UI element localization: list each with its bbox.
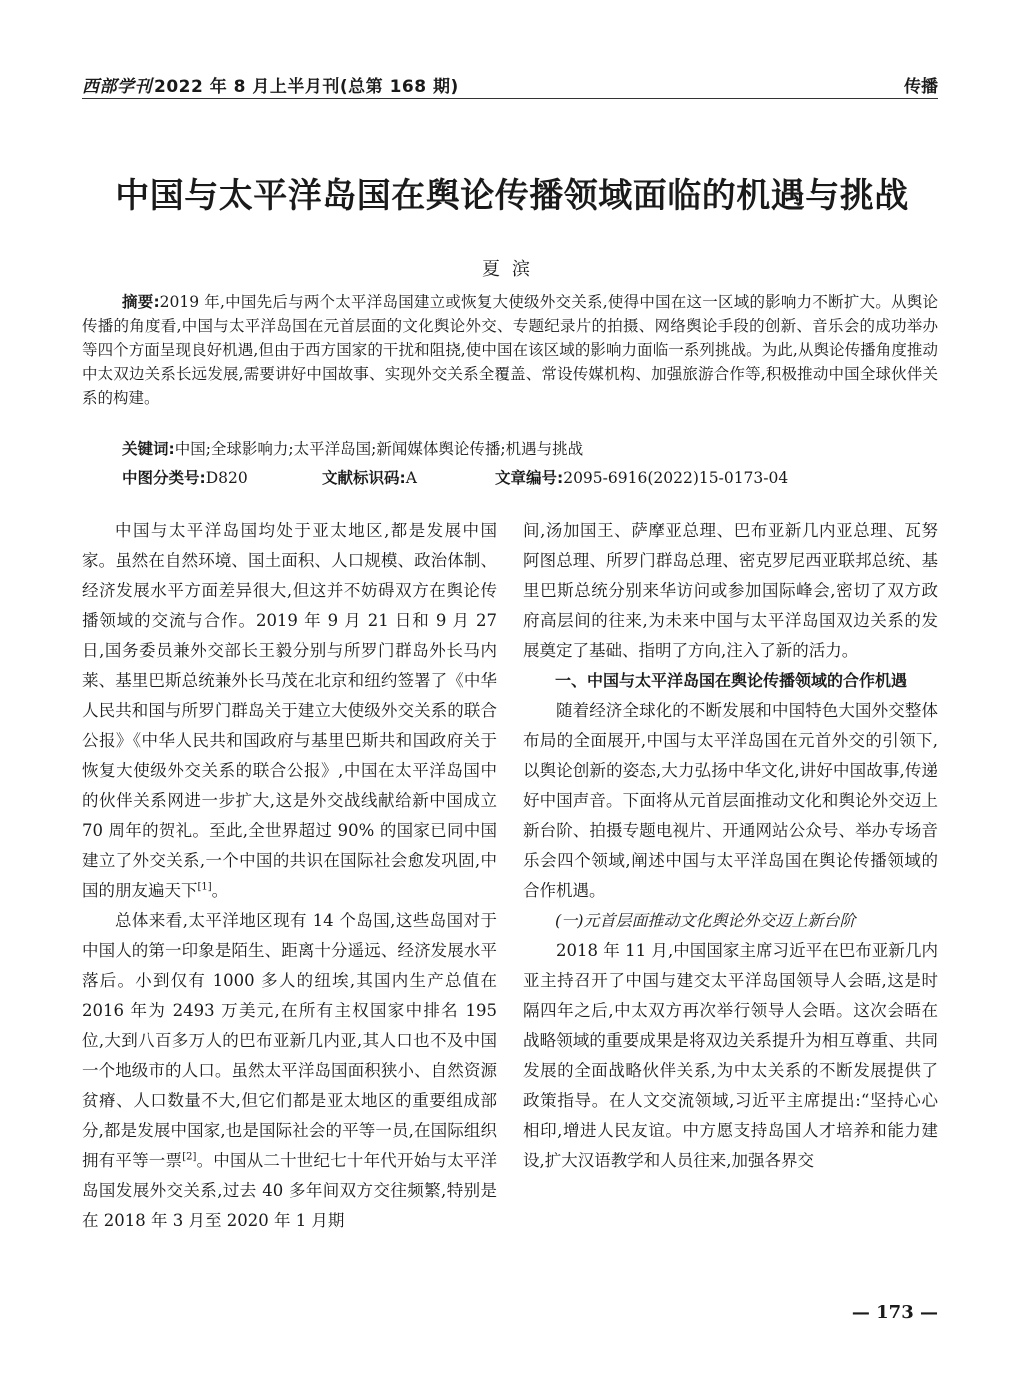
page-number: — 173 —: [851, 1302, 938, 1323]
paragraph: 间,汤加国王、萨摩亚总理、巴布亚新几内亚总理、瓦努阿图总理、所罗门群岛总理、密克罗尼西亚联邦总统、基里巴斯总统分别来华访问或参加国际峰会,密切了双方政府高层间的往来,为未来中国与太平洋岛国双边关系的发展奠定了基础、指明了方向,注入了新的活力。: [523, 521, 938, 660]
clc-label: 中图分类号:: [122, 469, 206, 487]
body-column-right: [523, 516, 938, 1176]
subsection-heading: (一)元首层面推动文化舆论外交迈上新台阶: [555, 911, 856, 930]
paragraph-text: 总体来看,太平洋地区现有 14 个岛国,这些岛国对于中国人的第一印象是陌生、距离十分遥远、经济发展水平落后。小到仅有 1000 多人的纽埃,其国内生产总值在 2016 年为 2493 万美元,在所有主权国家中排名 195 位,大到八百多万人的巴布亚新几内亚,其人口也不及中国一个地级市的人口。虽然太平洋岛国面积狭小、自然资源贫瘠、人口数量不大,但它们都是亚太地区的重要组成部分,都是发展中国家,也是国际社会的平等一员,在国际组织拥有平等一票: [82, 911, 497, 1170]
article-meta: [122, 466, 938, 490]
paragraph: [82, 906, 497, 1236]
abstract-label: 摘要:: [122, 293, 160, 311]
author-name: 夏滨: [482, 259, 542, 280]
keywords-text: 中国;全球影响力;太平洋岛国;新闻媒体舆论传播;机遇与挑战: [174, 440, 584, 458]
keywords: [122, 437, 938, 461]
article-title: 中国与太平洋岛国在舆论传播领域面临的机遇与挑战: [115, 176, 909, 216]
clc-value: D820: [205, 469, 248, 487]
paragraph: 2018 年 11 月,中国国家主席习近平在巴布亚新几内亚主持召开了中国与建交太平洋岛国领导人会晤,这是时隔四年之后,中太双方再次举行领导人会晤。这次会晤在战略领域的重要成果是将双边关系提升为相互尊重、共同发展的全面战略伙伴关系,为中太关系的不断发展提供了政策指导。在人文交流领域,习近平主席提出:“坚持心心相印,增进人民友谊。中方愿支持岛国人才培养和能力建设,扩大汉语教学和人员往来,加强各界交: [523, 941, 938, 1170]
section-name: 传播: [904, 77, 938, 97]
article-number: [495, 466, 788, 490]
section-heading: 一、中国与太平洋岛国在舆论传播领域的合作机遇: [555, 671, 908, 690]
journal-issue-text: 2022 年 8 月上半月刊(总第 168 期): [154, 77, 459, 97]
keywords-label: 关键词:: [122, 440, 175, 458]
article-label: 文章编号:: [495, 469, 564, 487]
abstract: [82, 290, 938, 410]
running-header: [82, 70, 938, 100]
paragraph-text: 中国与太平洋岛国均处于亚太地区,都是发展中国家。虽然在自然环境、国土面积、人口规模、政治体制、经济发展水平方面差异很大,但这并不妨碍双方在舆论传播领域的交流与合作。2019 年 9 月 21 日和 9 月 27 日,国务委员兼外交部长王毅分别与所罗门群岛外长马内莱、基里巴斯总统兼外长马茂在北京和纽约签署了《中华人民共和国与所罗门群岛关于建立大使级外交关系的联合公报》《中华人民共和国政府与基里巴斯共和国政府关于恢复大使级外交关系的联合公报》,中国在太平洋岛国中的伙伴关系网进一步扩大,这是外交战线献给新中国成立 70 周年的贺礼。至此,全世界超过 90% 的国家已同中国建立了外交关系,一个中国的共识在国际社会愈发巩固,中国的朋友遍天下: [82, 521, 497, 900]
paragraph: [82, 516, 497, 906]
journal-logo: 西部学刊: [82, 77, 152, 97]
abstract-text: 2019 年,中国先后与两个太平洋岛国建立或恢复大使级外交关系,使得中国在这一区域的影响力不断扩大。从舆论传播的角度看,中国与太平洋岛国在元首层面的文化舆论外交、专题纪录片的拍摄、网络舆论手段的创新、音乐会的成功举办等四个方面呈现良好机遇,但由于西方国家的干扰和阻挠,使中国在该区域的影响力面临一系列挑战。为此,从舆论传播角度推动中太双边关系长远发展,需要讲好中国故事、实现外交关系全覆盖、常设传媒机构、加强旅游合作等,积极推动中国全球伙伴关系的构建。: [82, 293, 939, 407]
doc-label: 文献标识码:: [322, 469, 406, 487]
citation-ref: [2]: [182, 1151, 197, 1163]
paragraph-text: 。: [211, 881, 229, 900]
doc-value: A: [405, 469, 417, 487]
journal-issue: [82, 72, 459, 97]
paragraph-text: 。中国从二十世纪七十年代开始与太平洋岛国发展外交关系,过去 40 多年间双方交往频繁,特别是在 2018 年 3 月至 2020 年 1 月期: [82, 1151, 498, 1230]
clc-number: [122, 466, 248, 490]
document-code: [322, 466, 417, 490]
body-column-left: [82, 516, 497, 1236]
header-rule: [82, 98, 938, 99]
article-value: 2095-6916(2022)15-0173-04: [563, 469, 789, 487]
citation-ref: [1]: [197, 881, 212, 893]
paragraph: 随着经济全球化的不断发展和中国特色大国外交整体布局的全面展开,中国与太平洋岛国在元首外交的引领下,以舆论创新的姿态,大力弘扬中华文化,讲好中国故事,传递好中国声音。下面将从元首层面推动文化和舆论外交迈上新台阶、拍摄专题电视片、开通网站公众号、举办专场音乐会四个领域,阐述中国与太平洋岛国在舆论传播领域的合作机遇。: [523, 701, 938, 900]
